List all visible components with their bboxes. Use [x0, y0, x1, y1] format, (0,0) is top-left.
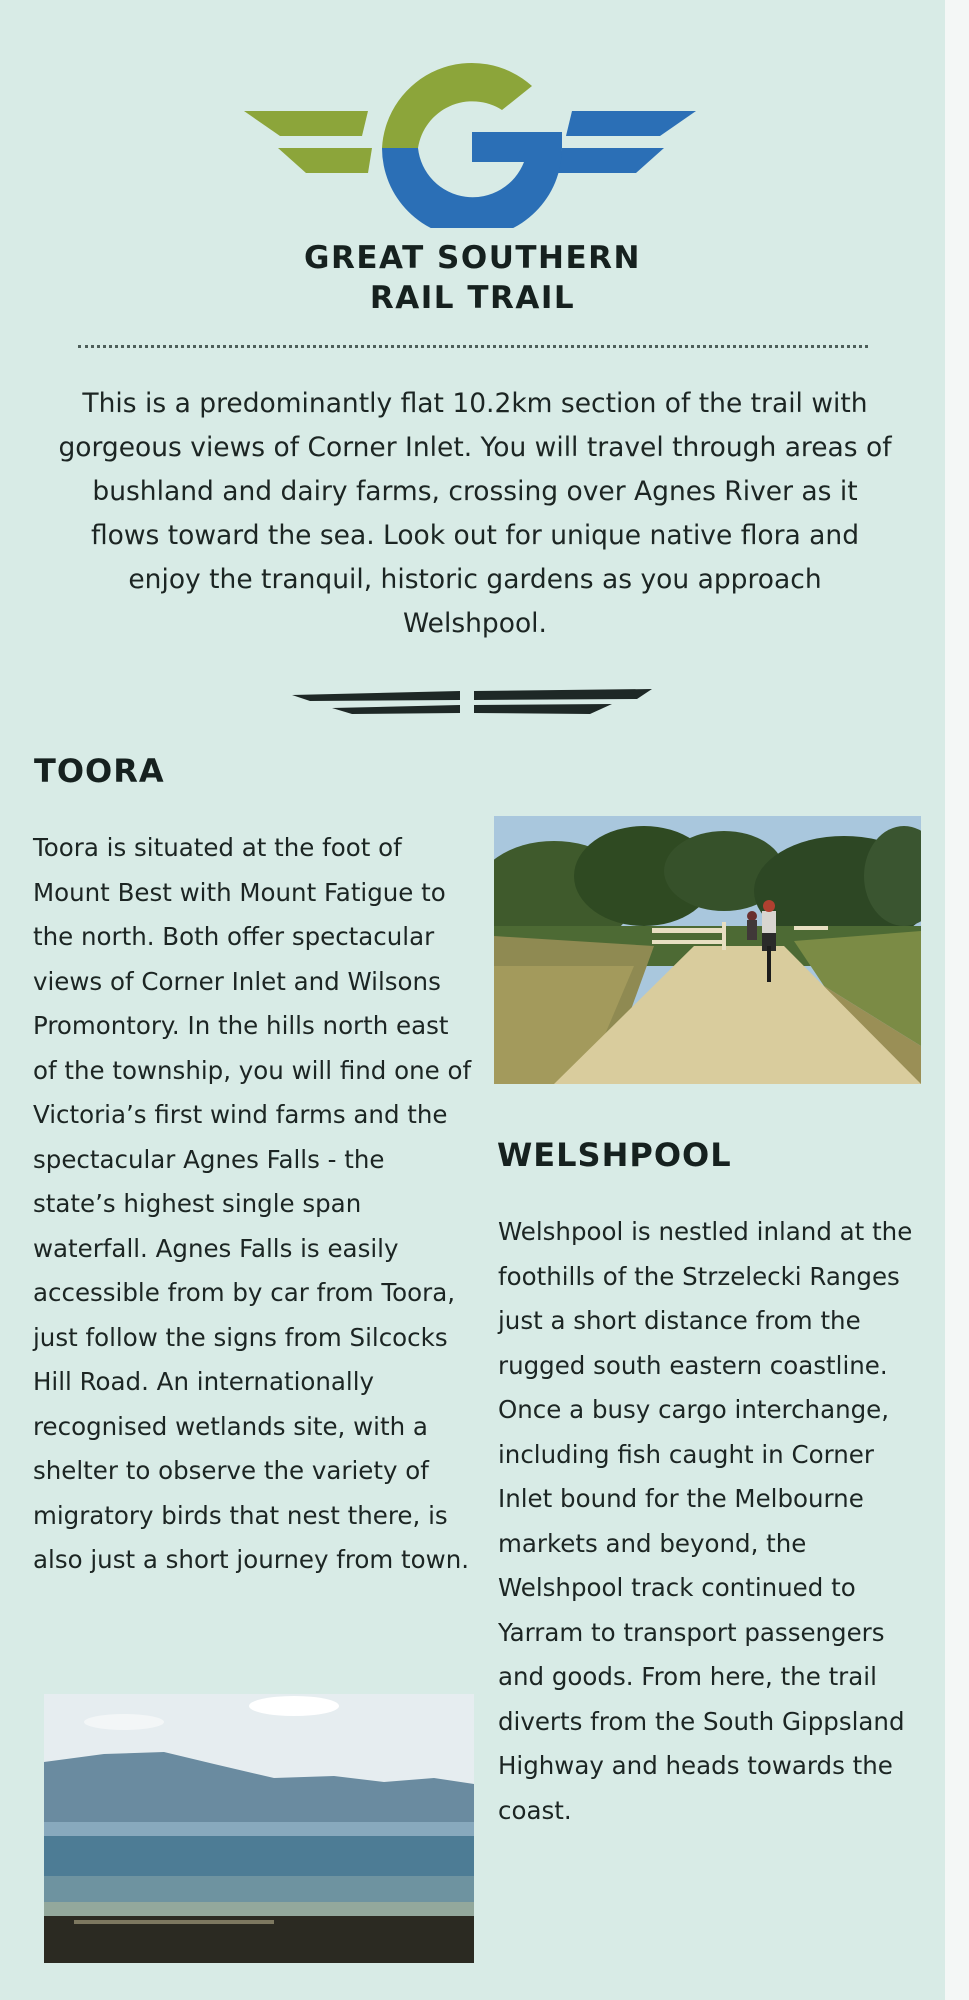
brand-title-line2: RAIL TRAIL [369, 280, 576, 316]
toora-paragraph: Toora is situated at the foot of Mount Best with Mount Fatigue to the north. Both offer spectacular views of Corner Inlet and Wilsons Promontory. In the hills north east of the township, you will find one of Victoria’s first wind farms and the spectacular Agnes Falls - the state’s highest single span waterfall. Agnes Falls is easily accessible from by car from Toora, just follow the signs from Silcocks Hill Road. An internationally recognised wetlands site, with a shelter to observe the variety of migratory birds that nest there, is also just a short journey from town. [33, 833, 472, 1574]
cyclists-trail-photo [494, 816, 921, 1084]
welshpool-heading: WELSHPOOL [497, 1136, 732, 1174]
welshpool-paragraph: Welshpool is nestled inland at the foothills of the Strzelecki Ranges just a short distance from the rugged south eastern coastline. Once a busy cargo interchange, including fish caught in Corner Inlet bound for the Melbourne markets and beyond, the Welshpool track continued to Yarram to transport passengers and goods. From here, the trail diverts from the South Gippsland Highway and heads towards the coast. [498, 1217, 913, 1825]
corner-inlet-photo [44, 1694, 474, 1963]
page-margin [945, 0, 969, 2000]
g-winged-logo-icon [240, 28, 700, 228]
intro-paragraph: This is a predominantly flat 10.2km section of the trail with gorgeous views of Corner Inlet. You will travel through areas of bushland and dairy farms, crossing over Agnes River as it flows toward the sea. Look out for unique native flora and enjoy the tranquil, historic gardens as you approach Welshpool. [58, 388, 892, 639]
wing-divider-icon [292, 686, 652, 720]
dotted-divider [78, 345, 868, 348]
toora-heading: TOORA [34, 752, 165, 790]
brand-title-line1: GREAT SOUTHERN [304, 240, 641, 276]
brand-title [0, 238, 945, 318]
